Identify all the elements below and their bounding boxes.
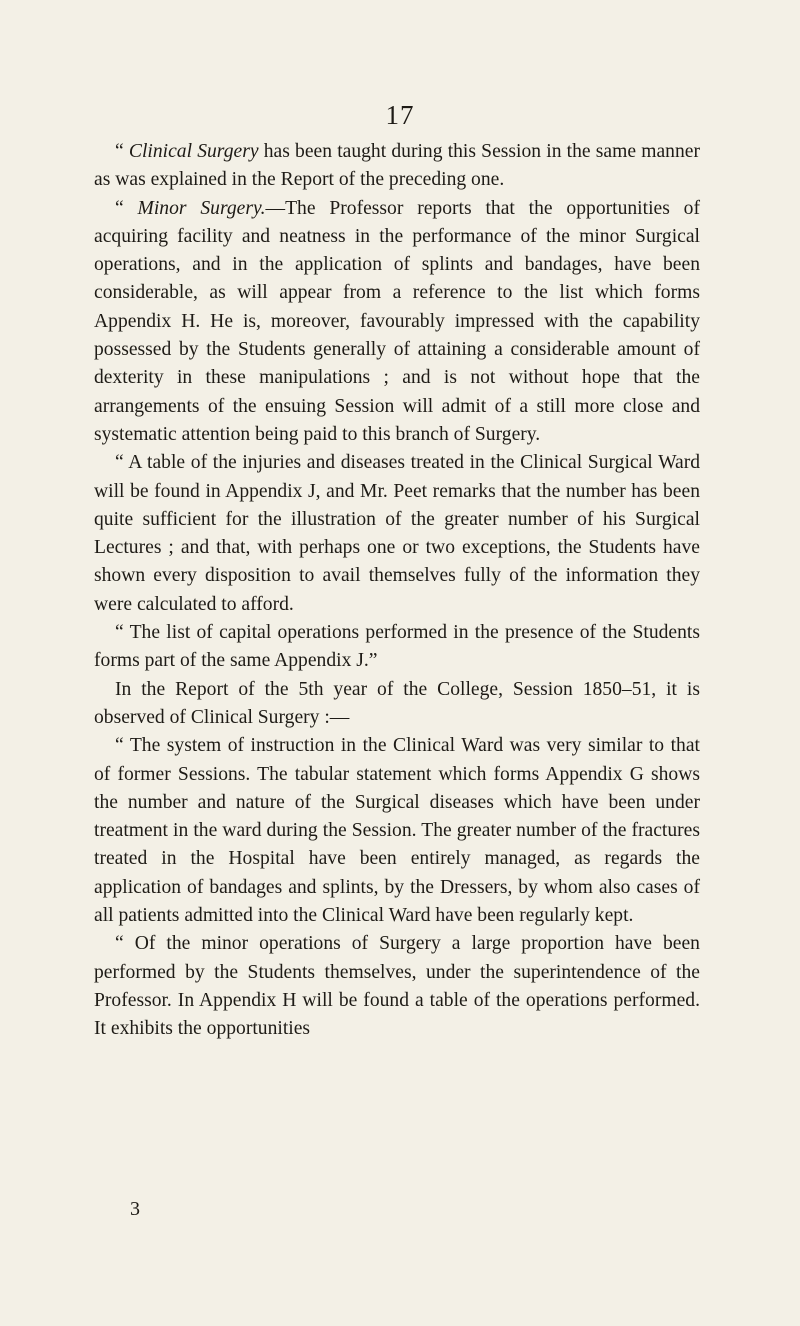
open-quote: “ xyxy=(115,933,135,955)
open-quote: “ xyxy=(115,622,130,644)
paragraph-text: Of the minor operations of Surgery a large proportion have been performed by the Students themselves, under the superintendence of the Professor. In Appendix H will be found a table of the operations performed. It exhibits the opportunities xyxy=(94,933,700,1040)
paragraph-capital-operations xyxy=(94,619,700,676)
paragraph-minor-operations xyxy=(94,930,700,1043)
paragraph-text: has been taught during this Session in the same manner as was explained in the Report of the preceding one. xyxy=(94,141,700,191)
paragraph-fifth-year-report xyxy=(94,676,700,733)
paragraph-injuries-table xyxy=(94,449,700,619)
open-quote: “ xyxy=(115,197,138,219)
paragraph-text: In the Report of the 5th year of the College, Session 1850–51, it is observed of Clinical Surgery :— xyxy=(94,678,700,728)
body-text xyxy=(94,138,700,1044)
paragraph-system-of-instruction xyxy=(94,732,700,930)
paragraph-text: The system of instruction in the Clinical Ward was very similar to that of former Sessions. The tabular statement which forms Appendix G shows the number and nature of the Surgical diseases which have been under treatment in the ward during the Session. The greater number of the fractures treated in the Hospital have been entirely managed, as regards the application of bandages and splints, by the Dressers, by whom also cases of all patients admitted into the Clinical Ward have been regularly kept. xyxy=(94,735,700,927)
paragraph-minor-surgery xyxy=(94,195,700,450)
paragraph-text: The list of capital operations performed in the presence of the Students forms part of the same Appendix J.” xyxy=(94,622,700,672)
signature-mark: 3 xyxy=(130,1198,140,1220)
paragraph-text: A table of the injuries and diseases treated in the Clinical Surgical Ward will be found in Appendix J, and Mr. Peet remarks that the number has been quite sufficient for the illustration of the greater number of his Surgical Lectures ; and that, with perhaps one or two exceptions, the Students have shown every disposition to avail themselves fully of the information they were calculated to afford. xyxy=(94,452,701,615)
paragraph-clinical-surgery xyxy=(94,138,700,195)
italic-heading: Clinical Surgery xyxy=(128,141,259,162)
open-quote: “ xyxy=(115,452,129,474)
italic-heading: Minor Surgery. xyxy=(137,197,266,219)
open-quote: “ xyxy=(115,141,129,162)
page-number: 17 xyxy=(385,100,415,130)
paragraph-text: —The Professor reports that the opportunities of acquiring facility and neatness in the performance of the minor Surgical operations, and in the application of splints and bandages, have been considerable, as will appear from a reference to the list which forms Appendix H. He is, moreover, favourably impressed with the capability possessed by the Students generally of attaining a considerable amount of dexterity in these manipulations ; and is not without hope that the arrangements of the ensuing Session will admit of a still more close and systematic attention being paid to this branch of Surgery. xyxy=(94,197,700,445)
open-quote: “ xyxy=(115,735,130,757)
